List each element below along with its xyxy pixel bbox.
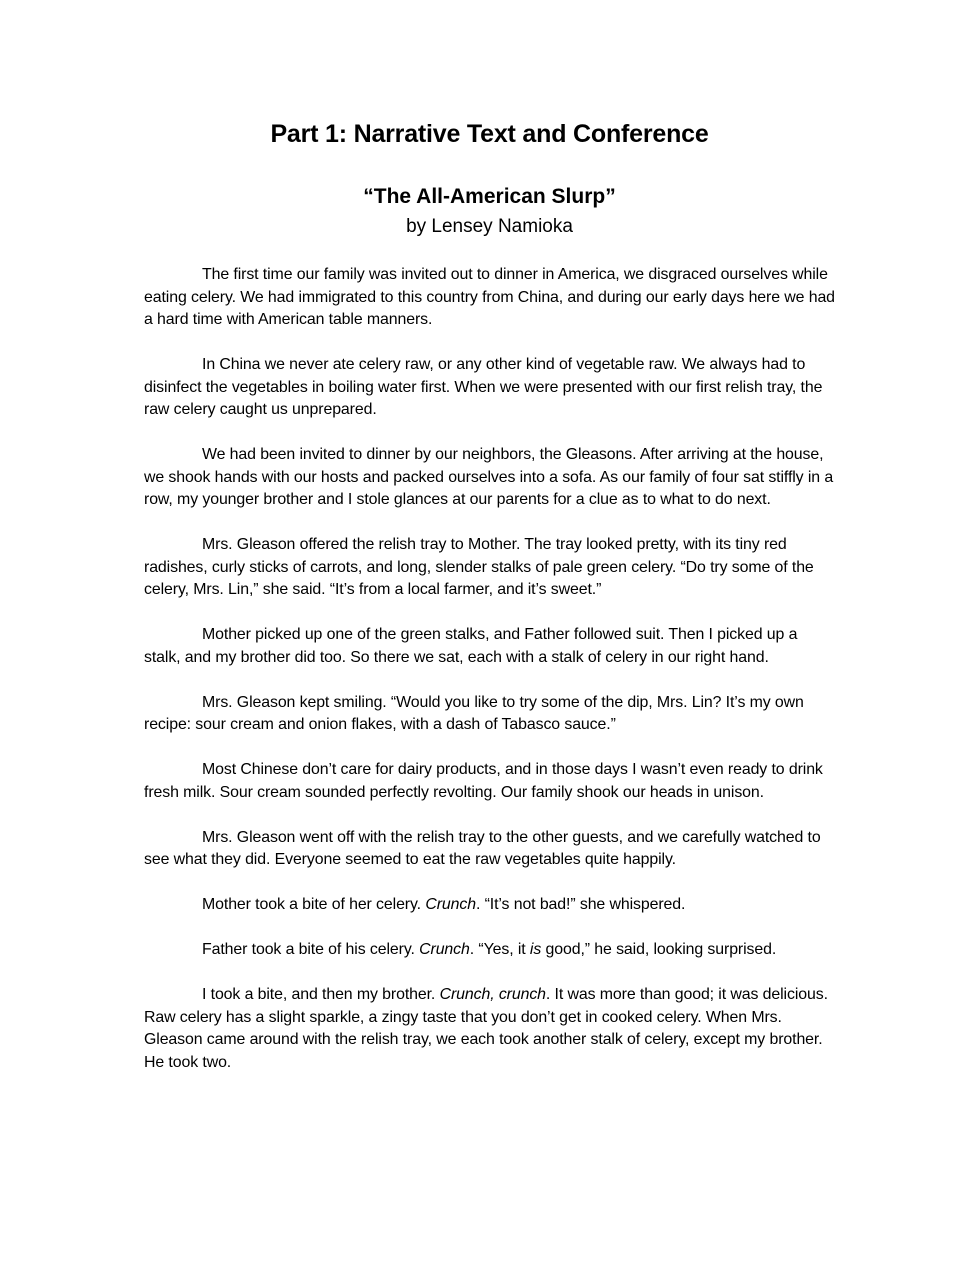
byline: by Lensey Namioka <box>406 216 573 237</box>
paragraph-2: In China we never ate celery raw, or any other kind of vegetable raw. We always had to disinfect the vegetables in boiling water first. When we were presented with our first relish tray, the raw celery caught us unprepared. <box>144 356 823 418</box>
paragraph-11-text-b: . It was more than good; it was delicious. Raw celery has a slight sparkle, a zingy taste that you don’t get in cooked celery. When Mrs. Gleason came around with the relish tray, we each took another stalk of celery, except my brother. He took two. <box>144 986 828 1071</box>
paragraph-10-text-a: Father took a bite of his celery. <box>202 941 420 958</box>
page-heading: Part 1: Narrative Text and Conference <box>270 120 709 148</box>
paragraph-10 <box>144 939 836 962</box>
paragraph-9-text-a: Mother took a bite of her celery. <box>202 896 426 913</box>
paragraph-4: Mrs. Gleason offered the relish tray to Mother. The tray looked pretty, with its tiny red radishes, curly sticks of carrots, and long, slender stalks of pale green celery. “Do try some of the celery, Mrs. Lin,” she said. “It’s from a local farmer, and it’s sweet.” <box>144 536 814 598</box>
paragraph-9 <box>144 894 836 917</box>
paragraph-5: Mother picked up one of the green stalks, and Father followed suit. Then I picked up a stalk, and my brother did too. So there we sat, each with a stalk of celery in our right hand. <box>144 626 798 666</box>
paragraph-11-emphasis: Crunch, crunch <box>439 986 546 1003</box>
story-body <box>144 264 836 1074</box>
paragraph-9-emphasis: Crunch <box>425 896 476 913</box>
paragraph-10-emphasis-2: is <box>529 941 542 958</box>
paragraph-10-emphasis-1: Crunch <box>419 941 470 958</box>
paragraph-3: We had been invited to dinner by our neighbors, the Gleasons. After arriving at the house, we shook hands with our hosts and packed ourselves into a sofa. As our family of four sat stiffly in a row, my younger brother and I stole glances at our parents for a clue as to what to do next. <box>144 446 834 508</box>
paragraph-11-text-a: I took a bite, and then my brother. <box>202 986 440 1003</box>
paragraph-1: The first time our family was invited out to dinner in America, we disgraced ourselves while eating celery. We had immigrated to this country from China, and during our early days here we had a hard time with American table manners. <box>144 266 835 328</box>
paragraph-11 <box>144 984 836 1074</box>
paragraph-10-text-b: . “Yes, it <box>469 941 530 958</box>
paragraph-7: Most Chinese don’t care for dairy products, and in those days I wasn’t even ready to drink fresh milk. Sour cream sounded perfectly revolting. Our family shook our heads in unison. <box>144 761 823 801</box>
paragraph-6: Mrs. Gleason kept smiling. “Would you like to try some of the dip, Mrs. Lin? It’s my own recipe: sour cream and onion flakes, with a dash of Tabasco sauce.” <box>144 693 804 733</box>
paragraph-10-text-c: good,” he said, looking surprised. <box>541 941 777 958</box>
paragraph-8: Mrs. Gleason went off with the relish tray to the other guests, and we carefully watched to see what they did. Everyone seemed to eat the raw vegetables quite happily. <box>144 828 821 868</box>
paragraph-9-text-b: . “It’s not bad!” she whispered. <box>475 896 686 913</box>
story-title: “The All-American Slurp” <box>363 185 616 208</box>
